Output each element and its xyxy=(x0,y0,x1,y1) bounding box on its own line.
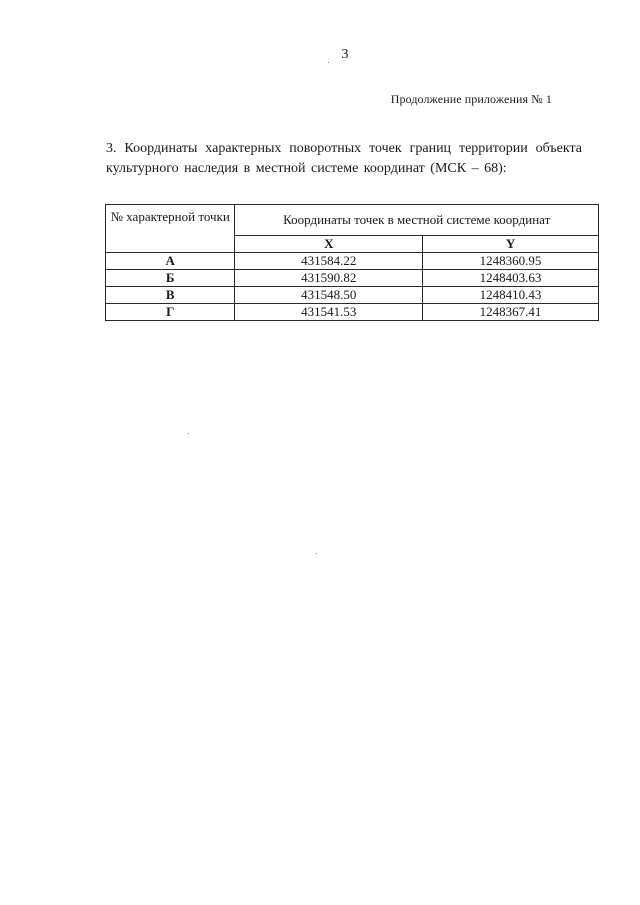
axis-x-header: X xyxy=(235,236,423,253)
y-value: 1248360.95 xyxy=(423,253,599,270)
x-value: 431584.22 xyxy=(235,253,423,270)
scan-speck xyxy=(328,62,329,63)
point-label: В xyxy=(106,287,235,304)
x-value: 431590.82 xyxy=(235,270,423,287)
coordinates-table xyxy=(105,204,599,321)
page-number: 3 xyxy=(341,47,349,62)
point-label: Г xyxy=(106,304,235,321)
axis-y-header: Y xyxy=(423,236,599,253)
scan-speck xyxy=(188,433,189,434)
section-heading: 3. Координаты характерных поворотных точек границ территории объекта культурного наследия в местной системе координат (МСК – 68): xyxy=(106,141,582,176)
table-row xyxy=(106,287,599,304)
point-label: А xyxy=(106,253,235,270)
table-row xyxy=(106,270,599,287)
x-value: 431548.50 xyxy=(235,287,423,304)
y-value: 1248403.63 xyxy=(423,270,599,287)
point-number-header: № характерной точки xyxy=(106,205,235,253)
y-value: 1248410.43 xyxy=(423,287,599,304)
table-row xyxy=(106,253,599,270)
appendix-note: Продолжение приложения № 1 xyxy=(390,92,552,106)
table-row xyxy=(106,304,599,321)
y-value: 1248367.41 xyxy=(423,304,599,321)
table-header-row xyxy=(106,205,599,236)
point-label: Б xyxy=(106,270,235,287)
coordinates-header: Координаты точек в местной системе координат xyxy=(235,205,599,236)
scan-speck xyxy=(316,553,317,554)
x-value: 431541.53 xyxy=(235,304,423,321)
